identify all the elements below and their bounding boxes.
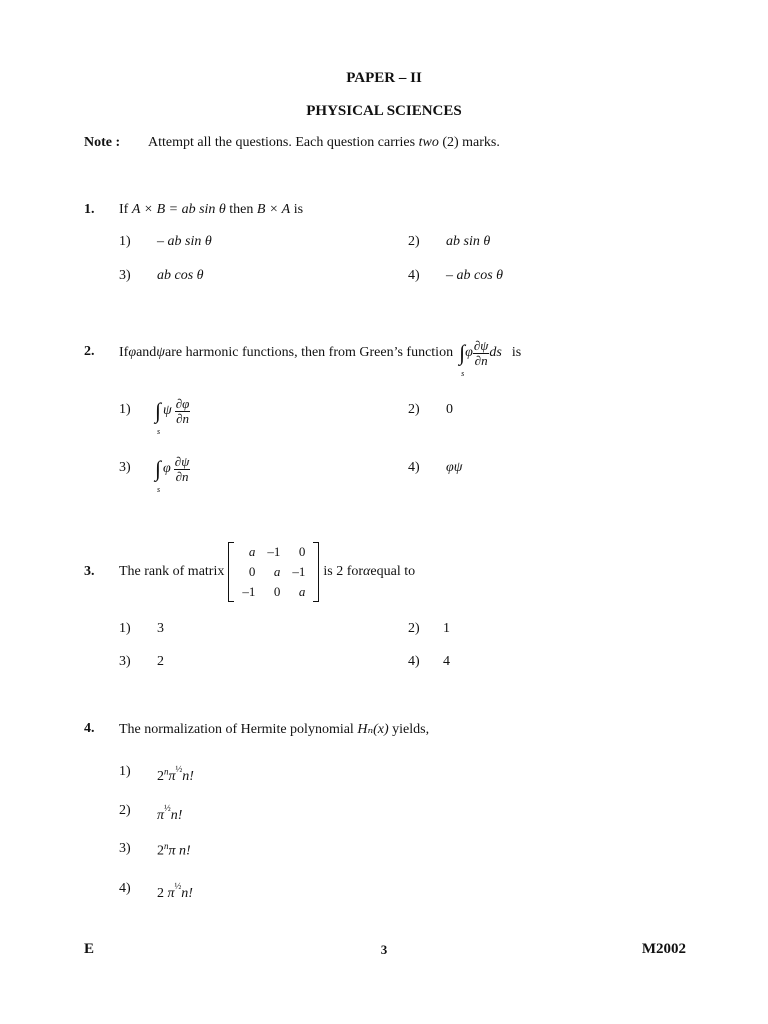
option-text: 1 [443,621,450,636]
option-text: $\pi^{\frac{1}{2}}n$! [157,803,183,823]
option-text: – ab cos θ [446,268,504,283]
option-text: 4 [443,654,450,669]
paper-title: PAPER – II [346,70,422,86]
option-text: 3 [157,621,164,636]
question-number: 3. [84,564,95,579]
question-stem: If φ and ψ are harmonic functions, then from Green’s function ∫ s φ $\frac{\partial\psi}{\partial n}$ ds is [119,337,522,378]
option-label: 2) [119,803,131,818]
option-label: 4) [119,881,131,896]
option-text: ab sin θ [446,234,491,249]
integral-symbol: ∫ s [155,398,162,436]
option-label: 1) [119,234,131,249]
option-label: 2) [408,402,420,417]
note-text: Attempt all the questions. Each question carries two (2) marks. [148,135,500,150]
integral-symbol: ∫ s [155,456,162,494]
integral-symbol: ∫ s [459,340,466,378]
note-label: Note : [84,135,121,150]
footer-left: E [84,941,95,957]
option-text: 2$^n$π n! [157,841,191,859]
option-label: 3) [119,654,131,669]
option-label: 1) [119,402,131,417]
page-number: 3 [380,942,388,957]
option-label: 2) [408,234,420,249]
option-label: 3) [119,268,131,283]
matrix: a –1 0 0 a –1 –1 0 a [228,542,319,602]
option-text: 0 [446,402,453,417]
question-number: 1. [84,202,95,217]
question-stem: If A × B = ab sin θ then B × A is [119,202,304,217]
option-label: 3) [119,460,131,475]
option-label: 4) [408,654,420,669]
option-text: $2^n\pi^{\frac{1}{2}}n$! [157,764,194,784]
option-label: 1) [119,764,131,779]
option-label: 3) [119,841,131,856]
option-text: 2 $\pi^{\frac{1}{2}}n$! [157,881,193,901]
option-text: – ab sin θ [157,234,212,249]
option-label: 4) [408,460,420,475]
option-label: 4) [408,268,420,283]
fraction: $\frac{\partial\psi}{\partial n}$ [473,337,489,368]
option-label: 1) [119,621,131,636]
fraction: $\frac{\partial\psi}{\partial n}$ [174,453,190,484]
option-text: φψ [446,460,463,475]
option-text: ∫ s ψ $\frac{\partial\varphi}{\partial n}$ [155,395,190,436]
question-stem: The normalization of Hermite polynomial Hₙ(x) yields, [119,722,430,737]
fraction: $\frac{\partial\varphi}{\partial n}$ [175,395,190,426]
question-stem: The rank of matrix a –1 0 0 a –1 –1 0 a is 2 for α equal to [119,540,415,604]
option-label: 2) [408,621,420,636]
question-number: 4. [84,721,95,736]
option-text: ab cos θ [157,268,204,283]
option-text: ∫ s φ $\frac{\partial\psi}{\partial n}$ [155,453,190,494]
paper-code: M2002 [641,941,686,957]
question-number: 2. [84,344,95,359]
option-text: 2 [157,654,164,669]
subject-title: PHYSICAL SCIENCES [306,103,462,119]
